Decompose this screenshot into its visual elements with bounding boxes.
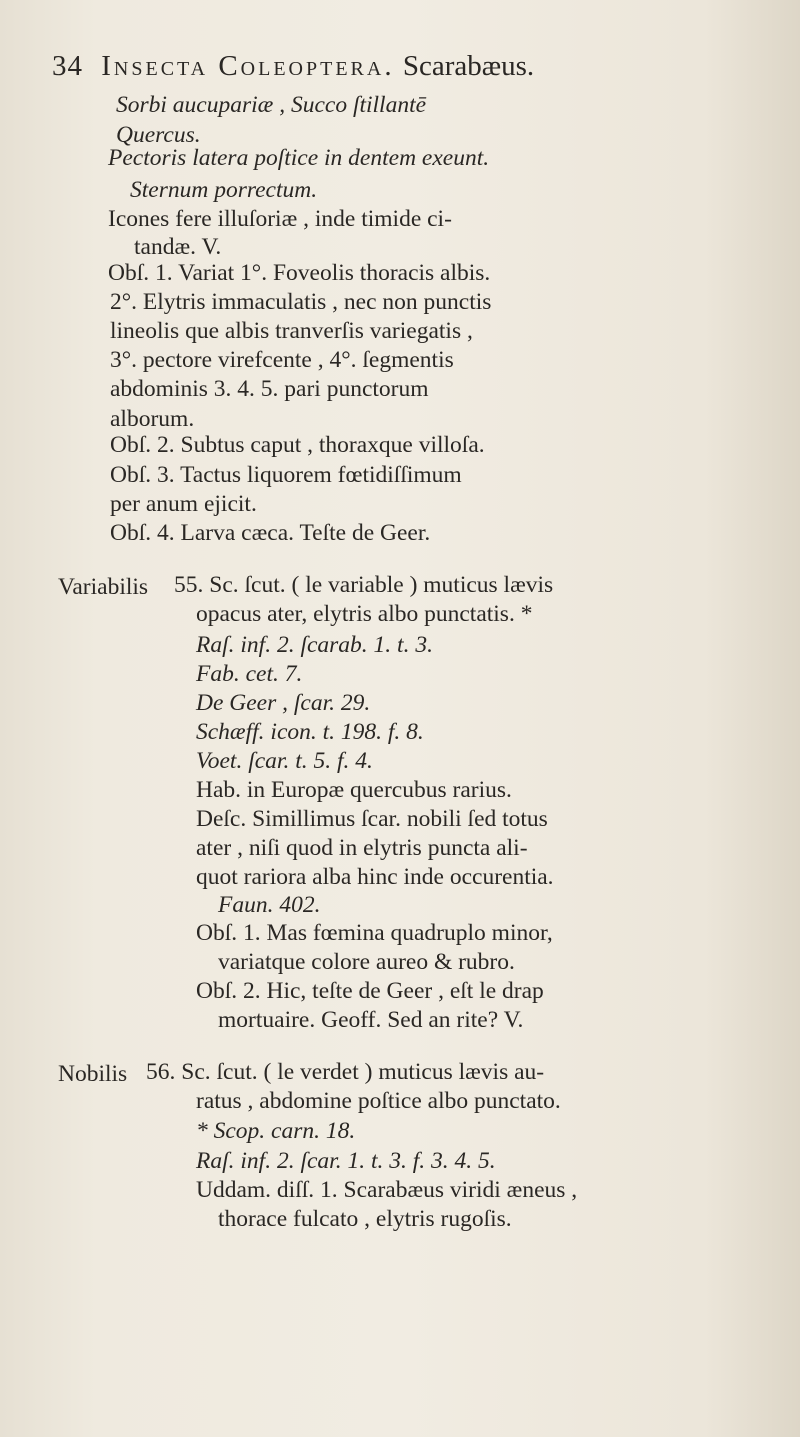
text-line: Faun. 402. (218, 892, 321, 918)
text-line: quot rariora alba hinc inde occurentia. (196, 864, 554, 890)
margin-species-name: Variabilis (58, 574, 149, 600)
text-line: lineolis que albis tranverſis variegatis , (110, 318, 473, 344)
text-line: thorace fulcato , elytris rugoſis. (218, 1206, 512, 1232)
text-line: Deſc. Simillimus ſcar. nobili ſed totus (196, 806, 548, 832)
text-line: Obſ. 1. Variat 1°. Foveolis thoracis albis. (108, 260, 491, 286)
text-line: Uddam. diſſ. 1. Scarabæus viridi æneus , (196, 1177, 578, 1203)
text-line: 3°. pectore virefcente , 4°. ſegmentis (110, 347, 454, 373)
text-line: Sorbi aucupariæ , Succo ſtillantē (116, 92, 427, 118)
text-line: ater , niſi quod in elytris puncta ali- (196, 835, 528, 861)
text-line: Obſ. 1. Mas fœmina quadruplo minor, (196, 920, 553, 946)
text-line: Quercus. (116, 122, 201, 148)
margin-species-name: Nobilis (58, 1061, 128, 1087)
text-line: Obſ. 3. Tactus liquorem fœtidiſſimum (110, 462, 462, 488)
text-line: Sternum porrectum. (130, 177, 318, 203)
text-line: 2°. Elytris immaculatis , nec non punctis (110, 289, 492, 315)
text-line: Raſ. inf. 2. ſcarab. 1. t. 3. (196, 632, 433, 658)
text-line: Pectoris latera poſtice in dentem exeunt. (108, 145, 490, 171)
text-line: opacus ater, elytris albo punctatis. * (196, 601, 533, 627)
text-line: tandæ. V. (134, 234, 222, 260)
text-line: Fab. cet. 7. (196, 661, 303, 687)
header-title: Insecta Coleoptera. (101, 50, 395, 82)
running-header (52, 50, 534, 83)
text-line: mortuaire. Geoff. Sed an rite? V. (218, 1007, 524, 1033)
text-line: per anum ejicit. (110, 491, 257, 517)
text-line: abdominis 3. 4. 5. pari punctorum (110, 376, 429, 402)
text-line: 56. Sc. ſcut. ( le verdet ) muticus lævis au- (146, 1059, 545, 1085)
text-line: * Scop. carn. 18. (196, 1118, 356, 1144)
text-line: Hab. in Europæ quercubus rarius. (196, 777, 512, 803)
text-line: Obſ. 4. Larva cæca. Teſte de Geer. (110, 520, 431, 546)
text-line: variatque colore aureo & rubro. (218, 949, 515, 975)
page-number: 34 (52, 50, 83, 82)
text-line: Icones fere illuſoriæ , inde timide ci- (108, 206, 452, 232)
text-line: Obſ. 2. Hic, teſte de Geer , eſt le drap (196, 978, 544, 1004)
text-line: De Geer , ſcar. 29. (196, 690, 371, 716)
text-line: Voet. ſcar. t. 5. f. 4. (196, 748, 373, 774)
text-line: Obſ. 2. Subtus caput , thoraxque villoſa. (110, 432, 485, 458)
text-line: alborum. (110, 406, 195, 432)
text-line: 55. Sc. ſcut. ( le variable ) muticus lævis (174, 572, 554, 598)
text-line: Schæff. icon. t. 198. f. 8. (196, 719, 424, 745)
header-genus: Scarabæus. (402, 50, 535, 82)
text-line: Raſ. inf. 2. ſcar. 1. t. 3. f. 3. 4. 5. (196, 1148, 496, 1174)
text-line: ratus , abdomine poſtice albo punctato. (196, 1088, 561, 1114)
